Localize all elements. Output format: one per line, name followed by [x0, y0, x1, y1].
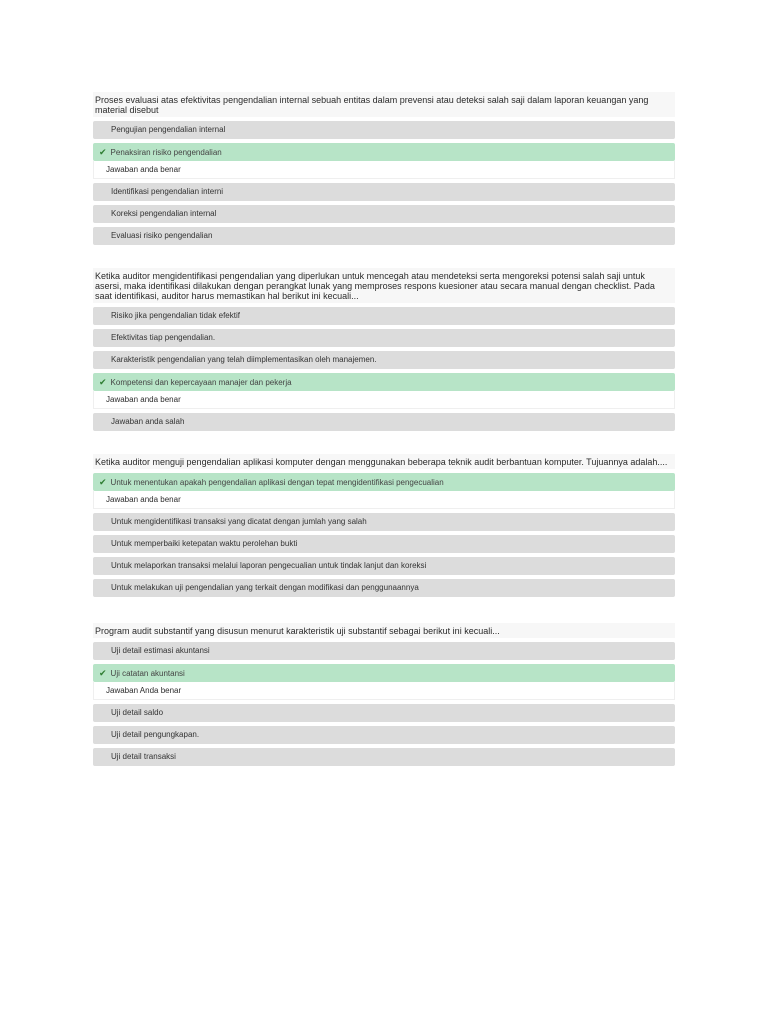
answer-option[interactable]: Uji detail pengungkapan.: [93, 726, 675, 744]
answer-option[interactable]: Untuk mengidentifikasi transaksi yang dicatat dengan jumlah yang salah: [93, 513, 675, 531]
answer-option[interactable]: Identifikasi pengendalian interni: [93, 183, 675, 201]
answer-feedback: Jawaban anda benar: [93, 491, 675, 509]
question-text: Ketika auditor mengidentifikasi pengendalian yang diperlukan untuk mencegah atau mendeteksi serta mengoreksi potensi salah saji untuk asersi, maka identifikasi dilakukan dengan perangkat lunak yang memproses respons kuesioner atau secara manual dengan checklist. Pada saat identifikasi, auditor harus memastikan hal berikut ini kecuali...: [93, 268, 675, 303]
answer-option[interactable]: Untuk melakukan uji pengendalian yang terkait dengan modifikasi dan penggunaannya: [93, 579, 675, 597]
answer-feedback: Jawaban Anda benar: [93, 682, 675, 700]
question-1: [93, 92, 675, 245]
answer-option[interactable]: Uji detail transaksi: [93, 748, 675, 766]
question-text: Program audit substantif yang disusun menurut karakteristik uji substantif sebagai berikut ini kecuali...: [93, 623, 675, 638]
answer-option[interactable]: Karakteristik pengendalian yang telah diimplementasikan oleh manajemen.: [93, 351, 675, 369]
answer-option-correct[interactable]: [93, 373, 675, 391]
answer-option-correct[interactable]: [93, 473, 675, 491]
answer-option[interactable]: Uji detail estimasi akuntansi: [93, 642, 675, 660]
check-icon: ✔: [99, 377, 107, 387]
answer-option-label: Untuk menentukan apakah pengendalian aplikasi dengan tepat mengidentifikasi pengecualian: [110, 478, 444, 487]
check-icon: ✔: [99, 668, 107, 678]
question-text: Ketika auditor menguji pengendalian aplikasi komputer dengan menggunakan beberapa teknik audit berbantuan komputer. Tujuannya adalah....: [93, 454, 675, 469]
answer-option[interactable]: Efektivitas tiap pengendalian.: [93, 329, 675, 347]
answer-option[interactable]: Evaluasi risiko pengendalian: [93, 227, 675, 245]
answer-option-label: Penaksiran risiko pengendalian: [110, 148, 222, 157]
question-text: Proses evaluasi atas efektivitas pengendalian internal sebuah entitas dalam prevensi atau deteksi salah saji dalam laporan keuangan yang material disebut: [93, 92, 675, 117]
answer-option[interactable]: Risiko jika pengendalian tidak efektif: [93, 307, 675, 325]
answer-option[interactable]: Koreksi pengendalian internal: [93, 205, 675, 223]
answer-option[interactable]: Jawaban anda salah: [93, 413, 675, 431]
answer-option-label: Uji catatan akuntansi: [110, 669, 185, 678]
question-2: [93, 268, 675, 431]
answer-option-label: Kompetensi dan kepercayaan manajer dan pekerja: [110, 378, 292, 387]
answer-option[interactable]: Untuk memperbaiki ketepatan waktu perolehan bukti: [93, 535, 675, 553]
question-3: [93, 454, 675, 597]
check-icon: ✔: [99, 477, 107, 487]
answer-feedback: Jawaban anda benar: [93, 391, 675, 409]
answer-option[interactable]: Untuk melaporkan transaksi melalui laporan pengecualian untuk tindak lanjut dan koreksi: [93, 557, 675, 575]
answer-option-correct[interactable]: [93, 143, 675, 161]
question-4: [93, 623, 675, 766]
answer-option[interactable]: Uji detail saldo: [93, 704, 675, 722]
check-icon: ✔: [99, 147, 107, 157]
answer-option[interactable]: Pengujian pengendalian internal: [93, 121, 675, 139]
answer-option-correct[interactable]: [93, 664, 675, 682]
answer-feedback: Jawaban anda benar: [93, 161, 675, 179]
